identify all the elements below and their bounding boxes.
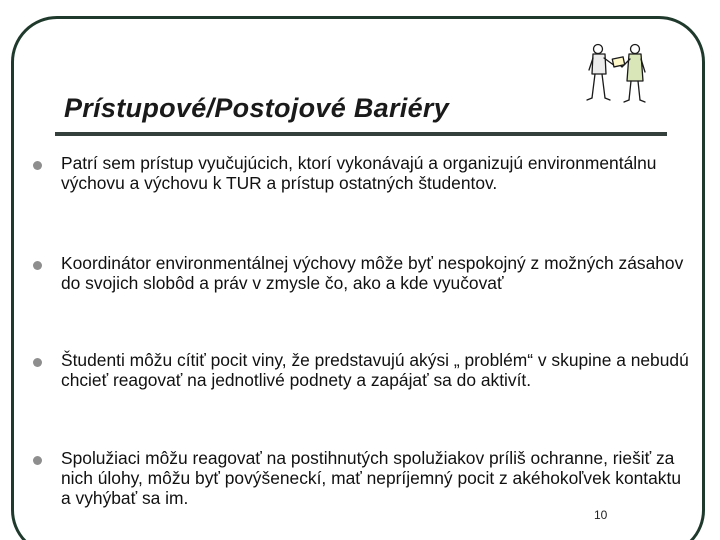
bullet-icon	[33, 261, 42, 270]
bullet-icon	[33, 456, 42, 465]
bullet-text: Patrí sem prístup vyučujúcich, ktorí vykonávajú a organizujú environmentálnu výchovu a výchovu k TUR a prístup ostatných študentov.	[61, 153, 657, 193]
list-item	[30, 448, 695, 508]
list-item	[30, 253, 695, 293]
slide-title: Prístupové/Postojové Bariéry	[64, 93, 450, 123]
title-underline	[55, 132, 667, 136]
list-item	[30, 153, 695, 193]
list-item	[30, 350, 695, 390]
two-people-handshake-icon	[578, 40, 658, 106]
page-number: 10	[594, 508, 608, 522]
bullet-icon	[33, 358, 42, 367]
bullet-icon	[33, 161, 42, 170]
bullet-text: Študenti môžu cítiť pocit viny, že predstavujú akýsi „ problém“ v skupine a nebudú chcieť reagovať na jednotlivé podnety a zapájať sa do aktivít.	[61, 350, 689, 390]
bullet-text: Spolužiaci môžu reagovať na postihnutých spolužiakov príliš ochranne, riešiť za nich úlohy, môžu byť povýšeneckí, mať nepríjemný pocit z akéhokoľvek kontaktu a vyhýbať sa im.	[61, 448, 682, 508]
bullet-text: Koordinátor environmentálnej výchovy môže byť nespokojný z možných zásahov do svojich slobôd a práv v zmysle čo, ako a kde vyučovať	[61, 253, 684, 293]
